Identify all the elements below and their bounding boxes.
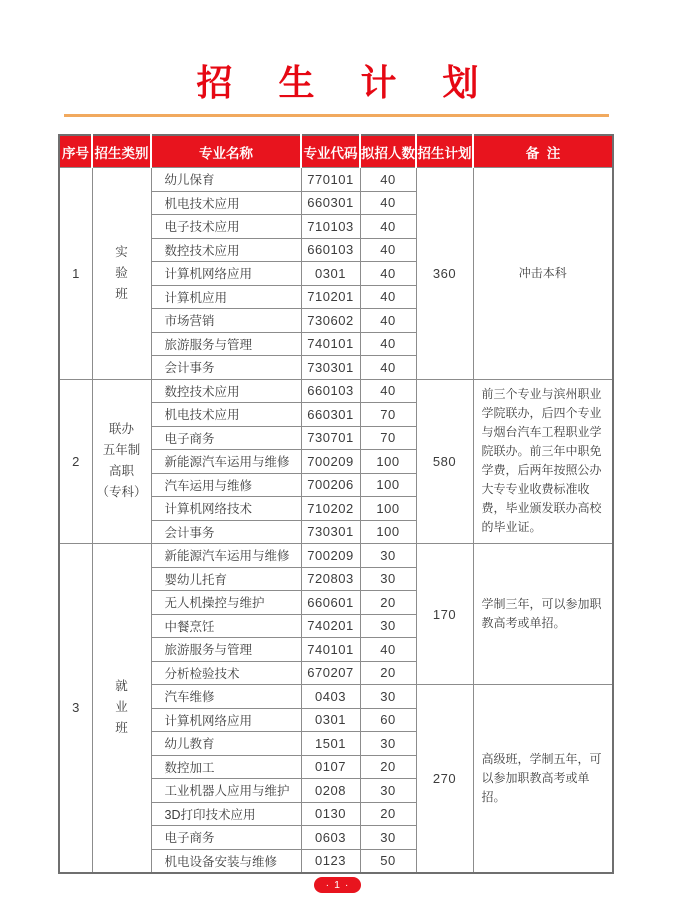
major-name-cell: 旅游服务与管理 <box>151 638 301 662</box>
remark-cell: 学制三年，可以参加职教高考或单招。 <box>473 544 613 685</box>
planned-count-cell: 30 <box>360 779 416 803</box>
major-name-cell: 会计事务 <box>151 356 301 380</box>
plan-total-cell: 170 <box>416 544 473 685</box>
major-name-cell: 会计事务 <box>151 520 301 544</box>
major-code-cell: 710201 <box>301 285 360 309</box>
major-name-cell: 分析检验技术 <box>151 661 301 685</box>
major-code-cell: 770101 <box>301 168 360 192</box>
title-underline <box>64 114 609 117</box>
planned-count-cell: 40 <box>360 332 416 356</box>
major-code-cell: 0208 <box>301 779 360 803</box>
planned-count-cell: 40 <box>360 309 416 333</box>
planned-count-cell: 40 <box>360 262 416 286</box>
major-name-cell: 汽车维修 <box>151 685 301 709</box>
major-code-cell: 0301 <box>301 708 360 732</box>
major-name-cell: 汽车运用与维修 <box>151 473 301 497</box>
planned-count-cell: 100 <box>360 473 416 497</box>
major-code-cell: 700206 <box>301 473 360 497</box>
planned-count-cell: 30 <box>360 544 416 568</box>
page-number-badge <box>314 877 361 893</box>
table-header-row <box>59 135 613 168</box>
major-name-cell: 中餐烹饪 <box>151 614 301 638</box>
planned-count-cell: 60 <box>360 708 416 732</box>
major-name-cell: 工业机器人应用与维护 <box>151 779 301 803</box>
major-code-cell: 660301 <box>301 191 360 215</box>
planned-count-cell: 70 <box>360 426 416 450</box>
major-name-cell: 旅游服务与管理 <box>151 332 301 356</box>
major-name-cell: 无人机操控与维护 <box>151 591 301 615</box>
major-name-cell: 数控加工 <box>151 755 301 779</box>
major-name-cell: 电子商务 <box>151 826 301 850</box>
col-header-category: 招生类别 <box>92 135 151 168</box>
major-code-cell: 660103 <box>301 379 360 403</box>
plan-total-cell: 360 <box>416 168 473 380</box>
major-code-cell: 0403 <box>301 685 360 709</box>
planned-count-cell: 100 <box>360 520 416 544</box>
planned-count-cell: 40 <box>360 215 416 239</box>
planned-count-cell: 100 <box>360 497 416 521</box>
major-code-cell: 660601 <box>301 591 360 615</box>
col-header-plan-total: 招生计划 <box>416 135 473 168</box>
major-code-cell: 660103 <box>301 238 360 262</box>
major-code-cell: 0107 <box>301 755 360 779</box>
major-name-cell: 计算机网络应用 <box>151 262 301 286</box>
major-name-cell: 新能源汽车运用与维修 <box>151 544 301 568</box>
col-header-planned-count: 拟招人数 <box>360 135 416 168</box>
major-code-cell: 710103 <box>301 215 360 239</box>
category-cell: 实 验 班 <box>92 168 151 380</box>
major-name-cell: 新能源汽车运用与维修 <box>151 450 301 474</box>
planned-count-cell: 40 <box>360 638 416 662</box>
major-code-cell: 0301 <box>301 262 360 286</box>
major-code-cell: 1501 <box>301 732 360 756</box>
major-code-cell: 0603 <box>301 826 360 850</box>
major-name-cell: 电子商务 <box>151 426 301 450</box>
planned-count-cell: 100 <box>360 450 416 474</box>
major-code-cell: 0130 <box>301 802 360 826</box>
major-name-cell: 电子技术应用 <box>151 215 301 239</box>
major-code-cell: 720803 <box>301 567 360 591</box>
major-name-cell: 婴幼儿托育 <box>151 567 301 591</box>
major-name-cell: 机电技术应用 <box>151 191 301 215</box>
planned-count-cell: 30 <box>360 614 416 638</box>
planned-count-cell: 40 <box>360 191 416 215</box>
planned-count-cell: 30 <box>360 826 416 850</box>
page-number: · 1 · <box>325 879 350 891</box>
major-code-cell: 700209 <box>301 544 360 568</box>
planned-count-cell: 40 <box>360 238 416 262</box>
planned-count-cell: 30 <box>360 685 416 709</box>
table-row <box>59 379 613 403</box>
planned-count-cell: 40 <box>360 285 416 309</box>
planned-count-cell: 20 <box>360 755 416 779</box>
major-code-cell: 660301 <box>301 403 360 427</box>
major-name-cell: 幼儿保育 <box>151 168 301 192</box>
planned-count-cell: 40 <box>360 168 416 192</box>
planned-count-cell: 20 <box>360 802 416 826</box>
plan-total-cell: 270 <box>416 685 473 873</box>
plan-total-cell: 580 <box>416 379 473 544</box>
table-row <box>59 544 613 568</box>
seq-cell: 2 <box>59 379 92 544</box>
major-code-cell: 700209 <box>301 450 360 474</box>
planned-count-cell: 30 <box>360 732 416 756</box>
col-header-major-name: 专业名称 <box>151 135 301 168</box>
major-code-cell: 730301 <box>301 356 360 380</box>
remark-cell: 冲击本科 <box>473 168 613 380</box>
planned-count-cell: 40 <box>360 379 416 403</box>
remark-cell: 高级班，学制五年，可以参加职教高考或单招。 <box>473 685 613 873</box>
major-code-cell: 740201 <box>301 614 360 638</box>
major-code-cell: 730301 <box>301 520 360 544</box>
col-header-major-code: 专业代码 <box>301 135 360 168</box>
major-name-cell: 计算机应用 <box>151 285 301 309</box>
major-name-cell: 机电技术应用 <box>151 403 301 427</box>
major-name-cell: 数控技术应用 <box>151 238 301 262</box>
col-header-remark: 备 注 <box>473 135 613 168</box>
table-row <box>59 168 613 192</box>
major-code-cell: 730602 <box>301 309 360 333</box>
planned-count-cell: 30 <box>360 567 416 591</box>
planned-count-cell: 20 <box>360 661 416 685</box>
remark-cell: 前三个专业与滨州职业学院联办，后四个专业与烟台汽车工程职业学院联办。前三年中职免学费，后两年按照公办大专专业收费标准收费，毕业颁发联办高校的毕业证。 <box>473 379 613 544</box>
major-name-cell: 数控技术应用 <box>151 379 301 403</box>
major-code-cell: 740101 <box>301 638 360 662</box>
major-code-cell: 710202 <box>301 497 360 521</box>
major-name-cell: 计算机网络应用 <box>151 708 301 732</box>
seq-cell: 3 <box>59 544 92 873</box>
major-name-cell: 机电设备安装与维修 <box>151 849 301 873</box>
major-code-cell: 730701 <box>301 426 360 450</box>
major-code-cell: 740101 <box>301 332 360 356</box>
page-title: 招 生 计 划 <box>196 62 497 103</box>
category-cell: 就 业 班 <box>92 544 151 873</box>
major-code-cell: 670207 <box>301 661 360 685</box>
planned-count-cell: 40 <box>360 356 416 380</box>
category-cell: 联办 五年制 高职 （专科） <box>92 379 151 544</box>
planned-count-cell: 70 <box>360 403 416 427</box>
planned-count-cell: 20 <box>360 591 416 615</box>
major-name-cell: 3D打印技术应用 <box>151 802 301 826</box>
col-header-seq: 序号 <box>59 135 92 168</box>
planned-count-cell: 50 <box>360 849 416 873</box>
enrollment-plan-table <box>58 134 614 874</box>
major-name-cell: 计算机网络技术 <box>151 497 301 521</box>
seq-cell: 1 <box>59 168 92 380</box>
major-code-cell: 0123 <box>301 849 360 873</box>
major-name-cell: 市场营销 <box>151 309 301 333</box>
major-name-cell: 幼儿教育 <box>151 732 301 756</box>
